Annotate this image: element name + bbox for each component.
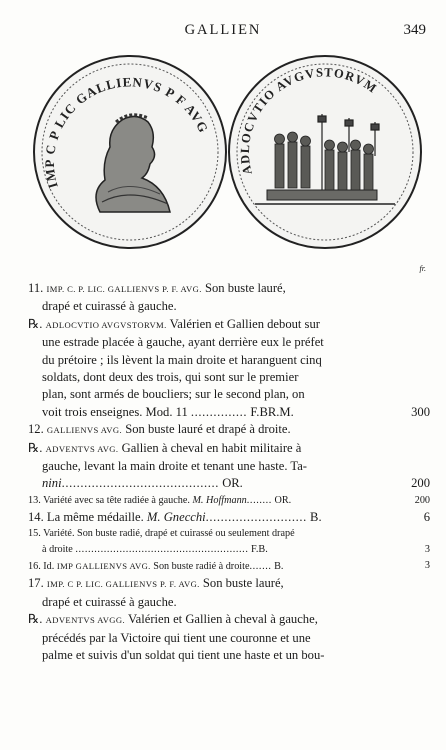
obverse-legend-text: IMP. C P. LIC. GALLIENVS P. F. AVG.: [46, 579, 200, 590]
metal-rarity: F.B.: [251, 544, 268, 556]
entry-17-reverse-line-1: [28, 611, 424, 629]
entry-16: [28, 558, 430, 575]
page-title: GALLIEN: [184, 22, 262, 38]
obverse-description: Son buste lauré,: [204, 281, 286, 295]
reverse-legend-text: ADVENTVS AVG.: [45, 443, 119, 454]
leader-dots: ..........................................: [61, 476, 220, 491]
metal-rarity: B.: [274, 561, 284, 573]
entry-17-reverse-line-3: palme et suivis d'un soldat qui tient une haste et un bou-: [42, 647, 325, 662]
entry-11-reverse-line-5: plan, sont armés de boucliers; sur le second plan, on: [42, 387, 305, 402]
reverse-legend-text: ADVENTVS AVGG.: [45, 615, 126, 626]
obverse-description: Son buste lauré et drapé à droite.: [125, 422, 291, 437]
entry-16-line-1: [28, 558, 430, 575]
entry-14: [28, 509, 430, 526]
page-header: [0, 22, 446, 42]
reverse-description: Gallien à cheval en habit militaire à: [121, 440, 302, 455]
reverse-symbol: ℞.: [28, 316, 43, 331]
module-text: voit trois enseignes. Mod. 11: [42, 404, 188, 419]
leader-dots: .......: [249, 561, 272, 573]
entry-17-line-2: drapé et cuirassé à gauche.: [42, 594, 177, 609]
reverse-symbol: ℞.: [28, 612, 43, 627]
reverse-legend-text: ADLOCVTIO AVGVSTORVM.: [45, 319, 167, 330]
entry-11-line-1: [28, 280, 424, 298]
metal-rarity: OR.: [274, 494, 292, 506]
entry-12-line-1: [28, 421, 424, 439]
entry-number: 16.: [28, 561, 41, 573]
catalogue-text: [28, 280, 430, 664]
metal-rarity: B.: [310, 509, 322, 524]
reverse-symbol: ℞.: [28, 440, 43, 455]
leader-dots: ...............: [190, 404, 248, 419]
coin-obverse-illustration: [30, 52, 230, 252]
price: 3: [424, 544, 430, 556]
variety-text: Variété. Son buste radié, drapé et cuirassé ou seulement drapé: [43, 528, 295, 540]
variety-text: La même médaille.: [46, 509, 144, 524]
collection-name: M. Gnecchi: [146, 509, 206, 524]
entry-number: 14.: [28, 509, 44, 524]
entry-11-reverse-line-2: une estrade placée à gauche, ayant derrière eux le préfet: [42, 335, 324, 350]
figure-credit: fr.: [419, 264, 426, 273]
entry-number: 13.: [28, 494, 41, 506]
obverse-legend: IMP C P LIC GALLIENVS P F AVG: [41, 74, 212, 190]
coin-reverse-illustration: [225, 52, 425, 252]
price: 6: [423, 509, 430, 524]
reverse-legend: ADLOCVTIO AVGVSTORVM: [237, 65, 380, 177]
entry-number: 17.: [28, 576, 44, 591]
entry-12-reverse-line-1: [28, 440, 424, 458]
entry-15: [28, 526, 430, 558]
obverse-legend-text: IMP GALLIENVS AVG.: [56, 561, 151, 572]
entry-11: [28, 280, 430, 421]
idem: Id.: [43, 561, 55, 573]
entry-17-line-1: [28, 575, 424, 593]
entry-number: 12.: [28, 422, 44, 437]
entry-17: [28, 575, 424, 664]
obverse-description: Son buste lauré,: [202, 576, 284, 591]
price: 3: [424, 560, 430, 572]
leader-dots: ........: [246, 494, 272, 506]
entry-12-reverse-line-2: gauche, levant la main droite et tenant une haste. Ta-: [42, 459, 307, 474]
page-number: 349: [403, 22, 426, 38]
entry-17-reverse-line-2: précédés par la Victoire qui tient une couronne et une: [42, 630, 311, 645]
price: 300: [411, 404, 430, 419]
entry-number: 15.: [28, 528, 41, 540]
price: 200: [411, 476, 430, 491]
entry-15-line-2: [28, 542, 430, 558]
metal-rarity: F.BR.M.: [250, 404, 294, 419]
entry-11-reverse-line-1: [28, 316, 424, 334]
entry-13-line-1: [28, 493, 430, 509]
collection-name: nini: [42, 476, 62, 491]
leader-dots: .......................................................: [75, 544, 249, 556]
variety-text: Variété avec sa tête radiée à gauche.: [43, 494, 190, 506]
reverse-description: Valérien et Gallien à cheval à gauche,: [127, 612, 318, 627]
entry-14-line-1: [28, 509, 430, 526]
entry-12-reverse-line-3: [28, 475, 430, 492]
entry-13: [28, 493, 430, 509]
obverse-legend-text: GALLIENVS AVG.: [46, 425, 123, 436]
reverse-description: Valérien et Gallien debout sur: [169, 316, 320, 331]
entry-11-reverse-line-4: soldats, dont deux des trois, qui sont sur le premier: [42, 370, 299, 385]
collection-name: M. Hoffmann: [192, 494, 247, 506]
variety-text-continued: à droite: [42, 544, 73, 556]
price: 200: [414, 494, 430, 506]
leader-dots: ...........................: [205, 509, 307, 524]
obverse-legend-text: IMP. C. P. LIC. GALLIENVS P. F. AVG.: [46, 284, 202, 294]
entry-number: 11.: [28, 281, 44, 295]
entry-15-line-1: [28, 526, 424, 542]
entry-11-reverse-line-6: [28, 404, 430, 421]
entry-11-reverse-line-3: du prétoire ; ils lèvent la main droite et haranguent cinq: [42, 352, 322, 367]
coin-illustrations: [0, 52, 446, 262]
entry-11-line-2: drapé et cuirassé à gauche.: [42, 299, 177, 314]
obverse-description: Son buste radié à droite: [153, 561, 250, 573]
metal-rarity: OR.: [222, 476, 243, 491]
entry-12: [28, 421, 430, 493]
